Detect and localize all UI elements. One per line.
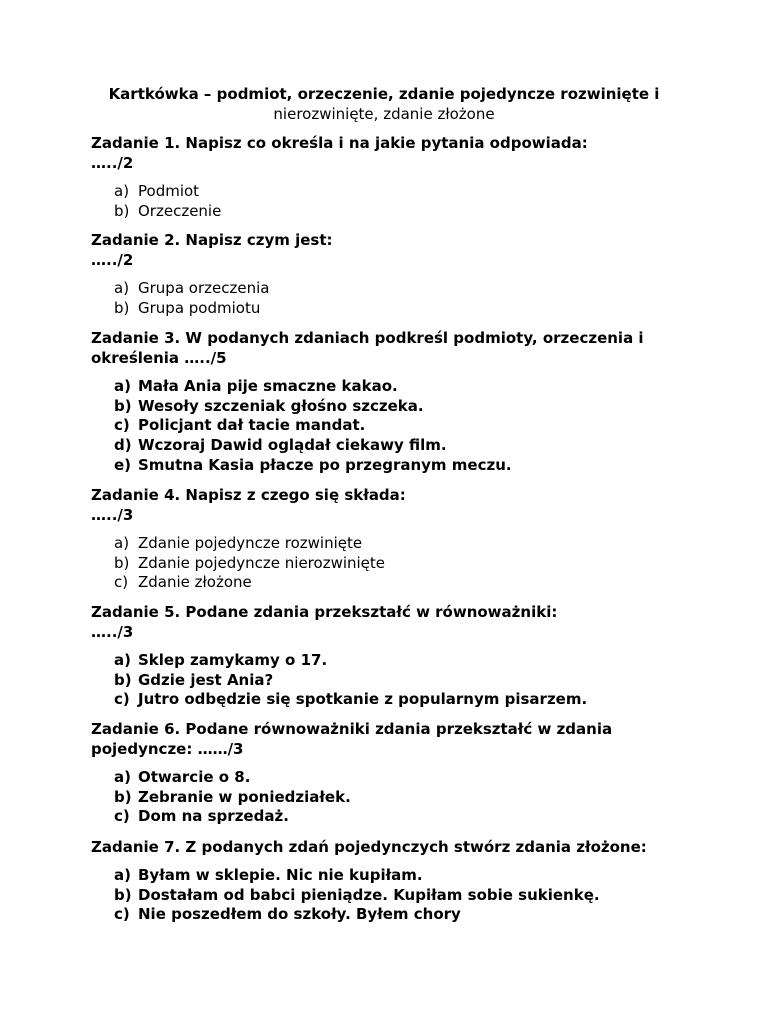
task-3 [91,328,681,476]
list-item-text: Sklep zamykamy o 17. [138,651,328,669]
worksheet-title [90,84,678,124]
task-6 [91,719,681,827]
list-item-text: Jutro odbędzie się spotkanie z popularnym pisarzem. [138,690,588,709]
list-item-text: Dom na sprzedaż. [138,807,289,826]
list-marker: a) [114,279,130,297]
list-marker: b) [114,670,132,689]
list-marker: d) [114,436,132,455]
list-item-text: Gdzie jest Ania? [138,670,274,689]
task-3-points: określenia …../5 [91,349,227,367]
task-6-heading [91,719,681,759]
task-5-heading [91,602,681,642]
task-4-points: …../3 [91,506,134,524]
list-item [114,905,681,925]
task-3-heading [91,328,681,368]
task-1-title: Zadanie 1. Napisz co określa i na jakie pytania odpowiada: [91,134,588,152]
list-item-text: Zdanie złożone [138,573,252,592]
task-2-title: Zadanie 2. Napisz czym jest: [91,231,333,249]
task-4-title: Zadanie 4. Napisz z czego się składa: [91,486,406,504]
list-marker: b) [114,201,130,220]
list-marker: b) [114,396,132,415]
list-marker: c) [114,416,130,435]
list-marker: b) [114,298,130,317]
list-item-text: Grupa podmiotu [138,298,261,317]
list-item-text: Zebranie w poniedziałek. [138,787,351,806]
list-item-text: Dostałam od babci pieniądze. Kupiłam sobie sukienkę. [138,885,600,904]
list-item [114,866,681,886]
task-5-points: …../3 [91,623,134,641]
list-item [114,690,681,710]
task-2-list [91,279,681,318]
list-item [114,377,681,397]
task-1-points: …../2 [91,154,134,172]
list-item [114,279,681,299]
list-item [114,436,681,456]
list-item-text: Nie poszedłem do szkoły. Byłem chory [138,905,461,924]
list-item-text: Byłam w sklepie. Nic nie kupiłam. [138,866,423,884]
list-item [114,788,681,808]
list-item [114,554,681,574]
task-5-title: Zadanie 5. Podane zdania przekształć w równoważniki: [91,603,558,621]
list-item [114,299,681,319]
task-6-list [91,768,681,827]
list-marker: b) [114,885,132,904]
list-marker: a) [114,182,130,200]
list-marker: a) [114,651,131,669]
list-marker: a) [114,377,131,395]
list-item-text: Zdanie pojedyncze nierozwinięte [138,553,386,572]
list-marker: c) [114,573,129,592]
list-item-text: Orzeczenie [138,201,222,220]
list-marker: b) [114,787,132,806]
list-item-text: Wesoły szczeniak głośno szczeka. [138,396,424,415]
list-item-text: Policjant dał tacie mandat. [138,416,366,435]
task-5-list [91,651,681,710]
task-3-title: Zadanie 3. W podanych zdaniach podkreśl podmioty, orzeczenia i [91,329,644,347]
task-1-list [91,182,681,221]
list-marker: c) [114,807,130,826]
list-marker: c) [114,690,130,709]
task-6-points: pojedyncze: ……/3 [91,740,244,758]
list-item-text: Zdanie pojedyncze rozwinięte [138,534,363,552]
title-line-1: Kartkówka – podmiot, orzeczenie, zdanie pojedyncze rozwinięte i [108,85,660,103]
task-5 [91,602,681,710]
task-4-list [91,534,681,593]
task-7 [91,837,681,925]
list-item-text: Otwarcie o 8. [138,768,251,786]
task-6-title: Zadanie 6. Podane równoważniki zdania przekształć w zdania [91,720,613,738]
list-item [114,534,681,554]
task-2 [91,230,681,318]
title-line-2: nierozwinięte, zdanie złożone [273,105,495,123]
list-item [114,651,681,671]
list-marker: b) [114,553,130,572]
list-item-text: Mała Ania pije smaczne kakao. [138,377,398,395]
list-item [114,573,681,593]
list-item [114,182,681,202]
list-item [114,397,681,417]
list-item-text: Smutna Kasia płacze po przegranym meczu. [138,455,512,474]
task-1-heading [91,133,681,173]
task-7-title: Zadanie 7. Z podanych zdań pojedynczych stwórz zdania złożone: [91,838,647,856]
list-item-text: Wczoraj Dawid oglądał ciekawy film. [138,436,447,455]
task-7-heading [91,837,681,857]
list-marker: a) [114,768,131,786]
task-7-list [91,866,681,925]
list-item [114,807,681,827]
list-item [114,886,681,906]
task-1 [91,133,681,221]
list-item [114,768,681,788]
list-item [114,416,681,436]
list-marker: a) [114,866,131,884]
list-item [114,456,681,476]
list-item [114,671,681,691]
task-2-heading [91,230,681,270]
task-2-points: …../2 [91,251,134,269]
list-item [114,202,681,222]
list-marker: a) [114,534,130,552]
list-item-text: Grupa orzeczenia [138,279,270,297]
list-marker: c) [114,905,130,924]
list-marker: e) [114,455,132,474]
task-4-heading [91,485,681,525]
list-item-text: Podmiot [138,182,200,200]
task-4 [91,485,681,593]
task-3-list [91,377,681,476]
